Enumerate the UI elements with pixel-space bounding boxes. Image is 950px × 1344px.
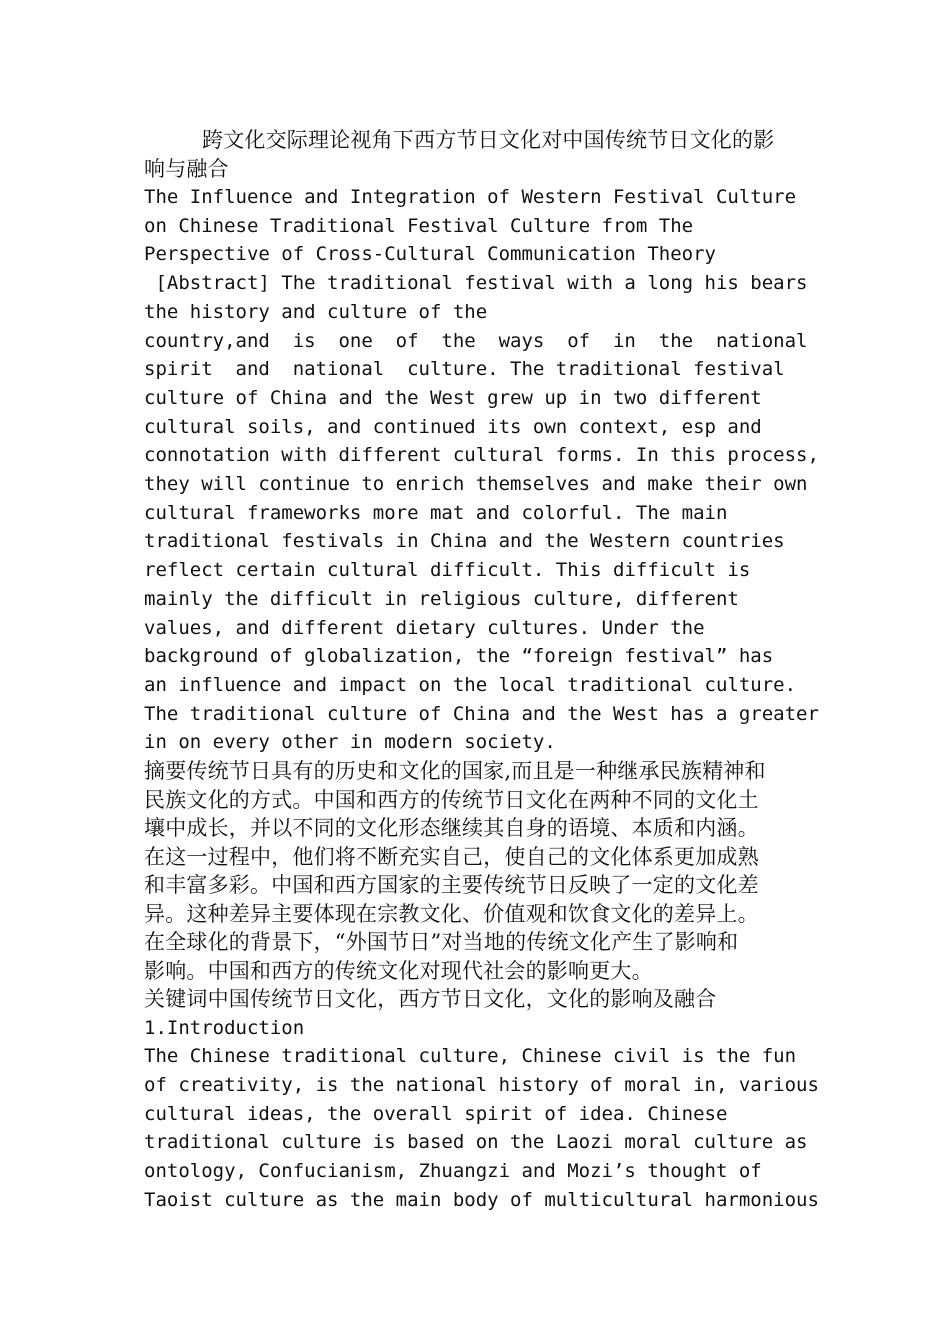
abstract-en-line: an influence and impact on the local traditional culture. bbox=[144, 673, 797, 696]
intro-line: traditional culture is based on the Laozi moral culture as bbox=[144, 1131, 808, 1154]
abstract-en-line: the history and culture of the bbox=[144, 300, 488, 323]
abstract-zh-line: 在全球化的背景下，“外国节日”对当地的传统文化产生了影响和 bbox=[144, 930, 739, 955]
abstract-en-line: cultural soils, and continued its own context, esp and bbox=[144, 415, 762, 438]
abstract-zh-line: 影响。中国和西方的传统文化对现代社会的影响更大。 bbox=[144, 958, 653, 983]
abstract-en-line: [Abstract] The traditional festival with a long his bears bbox=[144, 272, 808, 295]
abstract-zh-line: 摘要传统节日具有的历史和文化的国家,而且是一种继承民族精神和 bbox=[144, 759, 766, 784]
abstract-en-line: The traditional culture of China and the West has a greater bbox=[144, 702, 819, 725]
abstract-zh bbox=[144, 757, 806, 985]
abstract-zh-line: 在这一过程中，他们将不断充实自己，使自己的文化体系更加成熟 bbox=[144, 844, 759, 869]
intro-line: ontology, Confucianism, Zhuangzi and Mozi’s thought of bbox=[144, 1160, 762, 1183]
title-en-line: on Chinese Traditional Festival Culture from The bbox=[144, 214, 694, 237]
keywords-zh: 关键词中国传统节日文化，西方节日文化，文化的影响及融合 bbox=[144, 987, 717, 1012]
document-page bbox=[144, 126, 819, 1214]
intro-line: The Chinese traditional culture, Chinese civil is the fun bbox=[144, 1045, 797, 1068]
intro-line: of creativity, is the national history of moral in, various bbox=[144, 1073, 819, 1096]
title-zh-line: 响与融合 bbox=[144, 156, 229, 181]
abstract-en-line: culture of China and the West grew up in two different bbox=[144, 386, 762, 409]
abstract-en-line: background of globalization, the “foreign festival” has bbox=[144, 645, 774, 668]
abstract-en-line: connotation with different cultural forms. In this process, bbox=[144, 444, 819, 467]
abstract-en-line: country,and is one of the ways of in the national bbox=[144, 329, 808, 352]
abstract-en bbox=[144, 269, 819, 757]
abstract-en-line: reflect certain cultural difficult. This difficult is bbox=[144, 559, 751, 582]
abstract-zh-line: 和丰富多彩。中国和西方国家的主要传统节日反映了一定的文化差 bbox=[144, 873, 759, 898]
abstract-en-line: spirit and national culture. The traditional festival bbox=[144, 358, 785, 381]
section-heading: 1.Introduction bbox=[144, 1016, 305, 1039]
introduction-body bbox=[144, 1042, 819, 1214]
abstract-en-line: mainly the difficult in religious culture, different bbox=[144, 587, 739, 610]
abstract-en-line: they will continue to enrich themselves and make their own bbox=[144, 473, 808, 496]
title-en-line: Perspective of Cross-Cultural Communication Theory bbox=[144, 243, 716, 266]
title-zh-line: 跨文化交际理论视角下西方节日文化对中国传统节日文化的影 bbox=[202, 128, 775, 152]
abstract-zh-line: 民族文化的方式。中国和西方的传统节日文化在两种不同的文化土 bbox=[144, 787, 759, 812]
title-en bbox=[144, 183, 806, 269]
abstract-en-line: traditional festivals in China and the Western countries bbox=[144, 530, 785, 553]
abstract-en-line: in on every other in modern society. bbox=[144, 731, 556, 754]
title-zh bbox=[144, 126, 806, 183]
abstract-zh-line: 壤中成长，并以不同的文化形态继续其自身的语境、本质和内涵。 bbox=[144, 816, 759, 841]
intro-line: Taoist culture as the main body of multicultural harmonious bbox=[144, 1188, 819, 1211]
abstract-zh-line: 异。这种差异主要体现在宗教文化、价值观和饮食文化的差异上。 bbox=[144, 901, 759, 926]
abstract-en-line: cultural frameworks more mat and colorful. The main bbox=[144, 501, 728, 524]
abstract-en-line: values, and different dietary cultures. Under the bbox=[144, 616, 705, 639]
title-en-line: The Influence and Integration of Western Festival Culture bbox=[144, 186, 797, 208]
intro-line: cultural ideas, the overall spirit of idea. Chinese bbox=[144, 1102, 728, 1125]
